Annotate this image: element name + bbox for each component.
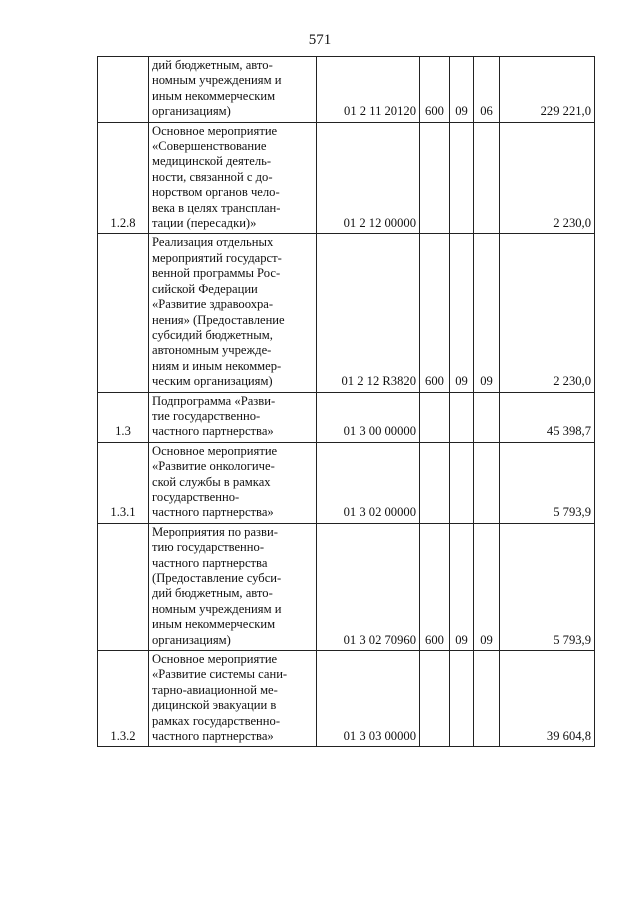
item-number: 1.3.2: [98, 651, 149, 747]
item-number: 1.3.1: [98, 442, 149, 523]
budget-table: [97, 56, 595, 747]
item-name: дий бюджетным, авто- номным учреждениям и иным некоммерческим организациям): [149, 57, 317, 123]
table-row: [98, 122, 595, 234]
section-code: 09: [450, 234, 474, 392]
section-code: [450, 442, 474, 523]
section-code: [450, 651, 474, 747]
table-row: [98, 523, 595, 650]
page-number: 571: [308, 32, 332, 48]
table-row: [98, 651, 595, 747]
section-code: [450, 392, 474, 442]
subsection-code: 09: [474, 523, 500, 650]
target-article-code: 01 3 02 00000: [317, 442, 420, 523]
amount: 5 793,9: [500, 442, 595, 523]
item-name: Основное мероприятие «Развитие онкологиче- ской службы в рамках государственно- частного партнерства»: [149, 442, 317, 523]
table-row: [98, 442, 595, 523]
item-name: Основное мероприятие «Совершенствование медицинской деятель- ности, связанной с до- норством органов чело- века в целях трансплан- тации (пересадки)»: [149, 122, 317, 234]
subsection-code: 06: [474, 57, 500, 123]
expense-type-code: [420, 392, 450, 442]
section-code: 09: [450, 523, 474, 650]
subsection-code: [474, 442, 500, 523]
amount: 229 221,0: [500, 57, 595, 123]
item-number: 1.3: [98, 392, 149, 442]
item-number: [98, 234, 149, 392]
target-article-code: 01 3 02 70960: [317, 523, 420, 650]
amount: 2 230,0: [500, 234, 595, 392]
amount: 39 604,8: [500, 651, 595, 747]
expense-type-code: [420, 442, 450, 523]
subsection-code: [474, 392, 500, 442]
amount: 2 230,0: [500, 122, 595, 234]
expense-type-code: [420, 651, 450, 747]
item-name: Мероприятия по разви- тию государственно- частного партнерства (Предоставление субси- дий бюджетным, авто- номным учреждениям и иным некоммерческим организациям): [149, 523, 317, 650]
item-name: Реализация отдельных мероприятий государст- венной программы Рос- сийской Федерации «Развитие здравоохра- нения» (Предоставление субсидий бюджетным, автономным учрежде- ниям и иным некоммер- ческим организациям): [149, 234, 317, 392]
target-article-code: 01 2 12 R3820: [317, 234, 420, 392]
expense-type-code: 600: [420, 234, 450, 392]
section-code: 09: [450, 57, 474, 123]
table-row: [98, 57, 595, 123]
item-number: 1.2.8: [98, 122, 149, 234]
item-number: [98, 523, 149, 650]
item-name: Основное мероприятие «Развитие системы сани- тарно-авиационной ме- дицинской эвакуации в рамках государственно- частного партнерства»: [149, 651, 317, 747]
amount: 45 398,7: [500, 392, 595, 442]
subsection-code: [474, 651, 500, 747]
item-number: [98, 57, 149, 123]
expense-type-code: 600: [420, 523, 450, 650]
item-name: Подпрограмма «Разви- тие государственно- частного партнерства»: [149, 392, 317, 442]
table-row: [98, 234, 595, 392]
target-article-code: 01 3 00 00000: [317, 392, 420, 442]
expense-type-code: [420, 122, 450, 234]
amount: 5 793,9: [500, 523, 595, 650]
target-article-code: 01 2 12 00000: [317, 122, 420, 234]
section-code: [450, 122, 474, 234]
subsection-code: 09: [474, 234, 500, 392]
expense-type-code: 600: [420, 57, 450, 123]
target-article-code: 01 2 11 20120: [317, 57, 420, 123]
target-article-code: 01 3 03 00000: [317, 651, 420, 747]
table-row: [98, 392, 595, 442]
subsection-code: [474, 122, 500, 234]
